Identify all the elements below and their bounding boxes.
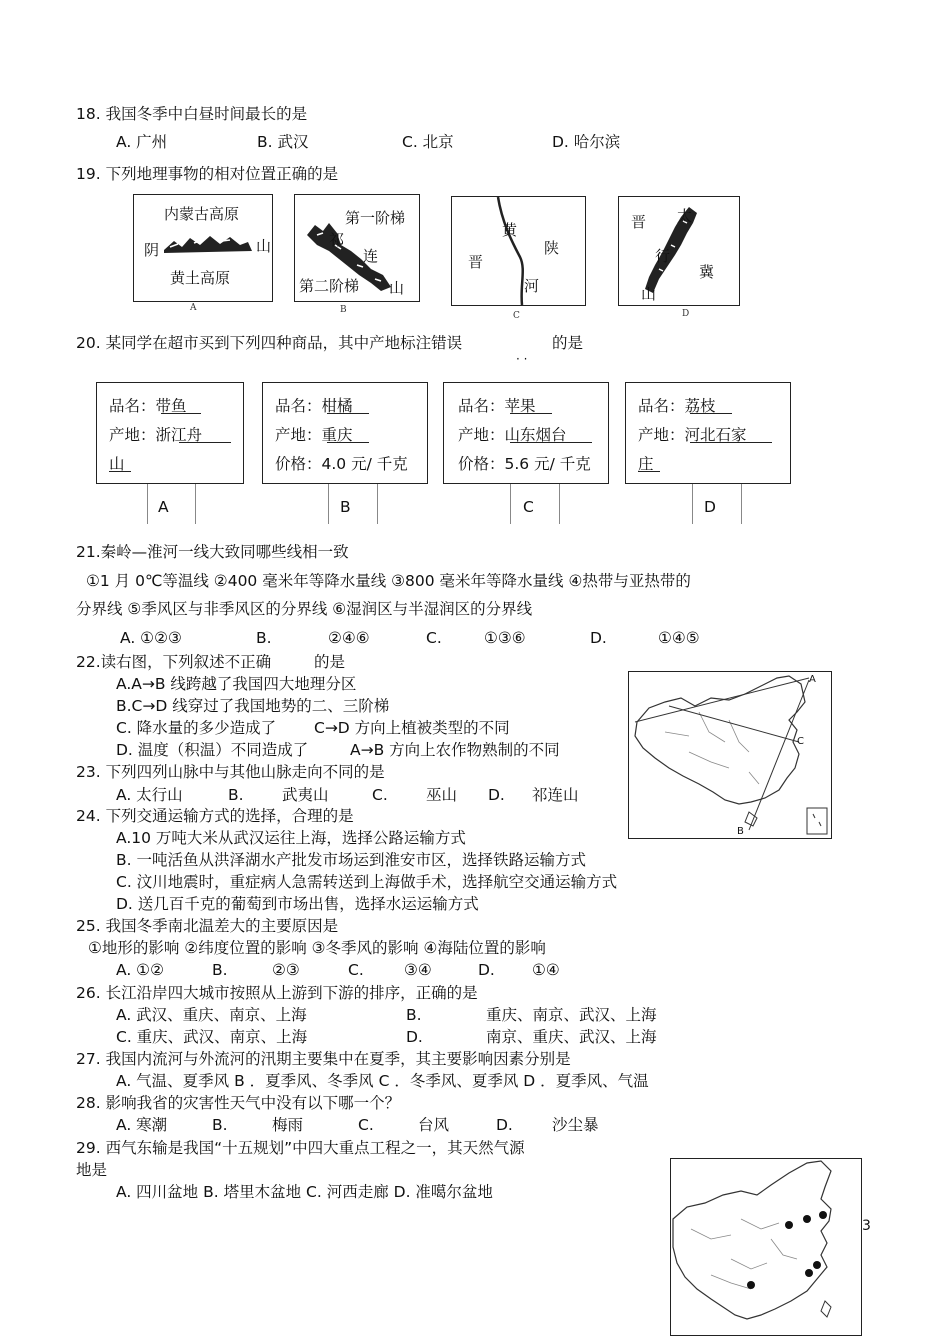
q22-stem: 22.读右图，下列叙述不正确: [76, 653, 272, 671]
q22-option-c-tail: C→D 方向上植被类型的不同: [314, 719, 510, 737]
q23-option-c: 巫山: [426, 786, 458, 804]
product-card-c: [443, 382, 609, 484]
city-dot: [785, 1221, 793, 1229]
q22-option-d: D. 温度（积温）不同造成了: [116, 741, 309, 759]
product-card-d: [625, 382, 791, 484]
fig-b-label-1: 第一阶梯: [345, 209, 406, 227]
map-label-a: A: [809, 674, 816, 685]
fig-a-bottom-label: 黄土高原: [170, 269, 231, 287]
q24-stem: 24. 下列交通运输方式的选择，合理的是: [76, 807, 354, 825]
q19-figure-a: [133, 194, 273, 302]
product-c-price-text: 价格：5.6 元/ 千克: [458, 455, 591, 473]
q21-option-b: ②④⑥: [328, 629, 370, 647]
fig-d-caption: D: [682, 309, 690, 319]
q21-choices-line2: 分界线 ⑤季风区与非季风区的分界线 ⑥湿润区与半湿润区的分界线: [76, 600, 533, 618]
china-map-icon: [629, 672, 831, 838]
fig-a-caption: A: [190, 303, 197, 313]
q26-stem: 26. 长江沿岸四大城市按照从上游到下游的排序，正确的是: [76, 984, 478, 1002]
product-b-origin-text: 产地：重庆: [275, 426, 353, 444]
q21-option-c-label: C.: [426, 629, 442, 647]
product-c-name-text: 品名：苹果: [458, 397, 536, 415]
q26-option-c: C. 重庆、武汉、南京、上海: [116, 1028, 308, 1046]
q28-option-d: 沙尘暴: [552, 1116, 599, 1134]
q23-option-b: 武夷山: [282, 786, 329, 804]
fig-d-label-1: 晋: [631, 213, 647, 231]
q25-choices: ①地形的影响 ②纬度位置的影响 ③冬季风的影响 ④海陆位置的影响: [88, 939, 546, 957]
fig-b-caption: B: [340, 305, 347, 315]
product-a-name-text: 品名：带鱼: [109, 397, 187, 415]
q29-options: A. 四川盆地 B. 塔里木盆地 C. 河西走廊 D. 准噶尔盆地: [116, 1183, 493, 1201]
q28-option-c: 台风: [418, 1116, 450, 1134]
fig-d-label-5: 山: [641, 285, 657, 303]
q20-stem-tail: 的是: [552, 334, 584, 352]
fig-a-left-label: 阴: [144, 241, 160, 259]
q21-stem: 21.秦岭—淮河一线大致同哪些线相一致: [76, 543, 349, 561]
fig-d-label-4: 冀: [699, 263, 715, 281]
product-card-a: [96, 382, 244, 484]
q27-stem: 27. 我国内流河与外流河的汛期主要集中在夏季，其主要影响因素分别是: [76, 1050, 571, 1068]
fig-c-caption: C: [513, 311, 520, 321]
product-d-name-text: 品名：荔枝: [638, 397, 716, 415]
q18-option-a: A. 广州: [116, 133, 168, 151]
q28-option-a: A. 寒潮: [116, 1116, 168, 1134]
q26-option-b: 重庆、南京、武汉、上海: [486, 1006, 657, 1024]
q18-option-c: C. 北京: [402, 133, 454, 151]
q21-option-d-label: D.: [590, 629, 607, 647]
q19-stem: 19. 下列地理事物的相对位置正确的是: [76, 165, 339, 183]
map-label-b: B: [737, 826, 744, 837]
q25-stem: 25. 我国冬季南北温差大的主要原因是: [76, 917, 339, 935]
q26-option-b-label: B.: [406, 1006, 422, 1024]
product-c-origin-text: 产地：山东烟台: [458, 426, 567, 444]
product-card-b: [262, 382, 428, 484]
china-east-map-icon: [671, 1159, 861, 1335]
q24-option-b: B. 一吨活鱼从洪泽湖水产批发市场运到淮安市区，选择铁路运输方式: [116, 851, 586, 869]
q24-option-d: D. 送几百千克的葡萄到市场出售，选择水运运输方式: [116, 895, 479, 913]
q28-option-c-label: C.: [358, 1116, 374, 1134]
fig-b-label-3: 连: [363, 247, 379, 265]
q18-stem: 18. 我国冬季中白昼时间最长的是: [76, 105, 308, 123]
map-label-c: C: [797, 736, 804, 747]
fig-a-right-label: 山: [256, 237, 272, 255]
q19-figure-d: [618, 196, 740, 306]
product-a-origin-text: 产地：浙江舟: [109, 426, 203, 444]
q28-stem: 28. 影响我省的灾害性天气中没有以下哪一个？: [76, 1094, 401, 1112]
q19-figure-b: [294, 194, 420, 302]
q28-option-b-label: B.: [212, 1116, 228, 1134]
q28-option-d-label: D.: [496, 1116, 513, 1134]
fig-b-label-5: 山: [389, 279, 405, 297]
product-b-price: [275, 452, 408, 474]
q25-option-d: ①④: [532, 961, 560, 979]
china-map-figure: [628, 671, 832, 839]
product-b-price-text: 价格：4.0 元/ 千克: [275, 455, 408, 473]
fig-a-top-label: 内蒙古高原: [164, 205, 240, 223]
q28-option-b: 梅雨: [272, 1116, 304, 1134]
q19-figure-c: [451, 196, 586, 306]
q22-option-b: B.C→D 线穿过了我国地势的二、三阶梯: [116, 697, 390, 715]
product-a-line3-text: 山: [109, 455, 125, 473]
fig-c-label-2: 陕: [544, 239, 560, 257]
q26-option-d: 南京、重庆、武汉、上海: [486, 1028, 657, 1046]
q21-option-b-label: B.: [256, 629, 272, 647]
q26-option-a: A. 武汉、重庆、南京、上海: [116, 1006, 307, 1024]
q18-option-d: D. 哈尔滨: [552, 133, 621, 151]
emphasis-dots: · ·: [516, 352, 528, 366]
q23-option-b-label: B.: [228, 786, 244, 804]
q22-option-a: A.A→B 线跨越了我国四大地理分区: [116, 675, 357, 693]
fig-c-label-4: 河: [524, 277, 540, 295]
q18-option-b: B. 武汉: [257, 133, 309, 151]
product-d-label: D: [704, 498, 716, 516]
q23-option-a: A. 太行山: [116, 786, 183, 804]
q29-stem-2: 地是: [76, 1161, 108, 1179]
q22-stem-tail: 的是: [314, 653, 346, 671]
fig-c-label-1: 黄: [502, 221, 518, 239]
q25-option-d-label: D.: [478, 961, 495, 979]
q29-stem: 29. 西气东输是我国“十五规划”中四大重点工程之一，其天然气源: [76, 1139, 525, 1157]
q21-option-c: ①③⑥: [484, 629, 526, 647]
q23-option-d-label: D.: [488, 786, 505, 804]
product-d-line3-text: 庄: [638, 455, 654, 473]
fig-b-label-2: 祁: [329, 231, 345, 249]
fig-d-label-3: 行: [655, 247, 671, 265]
fig-d-label-2: 太: [677, 207, 693, 225]
q25-option-c-label: C.: [348, 961, 364, 979]
q27-options: A. 气温、夏季风 B ．夏季风、冬季风 C ．冬季风、夏季风 D ．夏季风、气温: [116, 1072, 649, 1090]
q21-option-d: ①④⑤: [658, 629, 700, 647]
q24-option-a: A.10 万吨大米从武汉运往上海，选择公路运输方式: [116, 829, 466, 847]
product-c-label: C: [523, 498, 534, 516]
page-number: 3: [862, 1218, 871, 1234]
q24-option-c: C. 汶川地震时，重症病人急需转送到上海做手术，选择航空交通运输方式: [116, 873, 618, 891]
gas-source-map-figure: [670, 1158, 862, 1336]
q22-option-d-tail: A→B 方向上农作物熟制的不同: [350, 741, 560, 759]
q23-option-d: 祁连山: [532, 786, 579, 804]
q26-option-d-label: D.: [406, 1028, 423, 1046]
product-b-label: B: [340, 498, 351, 516]
product-a-label: A: [158, 498, 169, 516]
product-d-origin-text: 产地：河北石家: [638, 426, 747, 444]
q22-option-c: C. 降水量的多少造成了: [116, 719, 277, 737]
q23-option-c-label: C.: [372, 786, 388, 804]
q23-stem: 23. 下列四列山脉中与其他山脉走向不同的是: [76, 763, 385, 781]
fig-b-label-4: 第二阶梯: [299, 277, 360, 295]
q25-option-b-label: B.: [212, 961, 228, 979]
q20-stem: 20. 某同学在超市买到下列四种商品，其中产地标注错误: [76, 334, 463, 352]
q21-choices-line1: ①1 月 0℃等温线 ②400 毫米年等降水量线 ③800 毫米年等降水量线 ④热带与亚热带的: [86, 572, 691, 590]
q25-option-c: ③④: [404, 961, 432, 979]
product-b-name-text: 品名：柑橘: [275, 397, 353, 415]
fig-c-label-3: 晋: [468, 253, 484, 271]
q25-option-b: ②③: [272, 961, 300, 979]
product-c-price: [458, 452, 591, 474]
q25-option-a: A. ①②: [116, 961, 164, 979]
q21-option-a: A. ①②③: [120, 629, 182, 647]
